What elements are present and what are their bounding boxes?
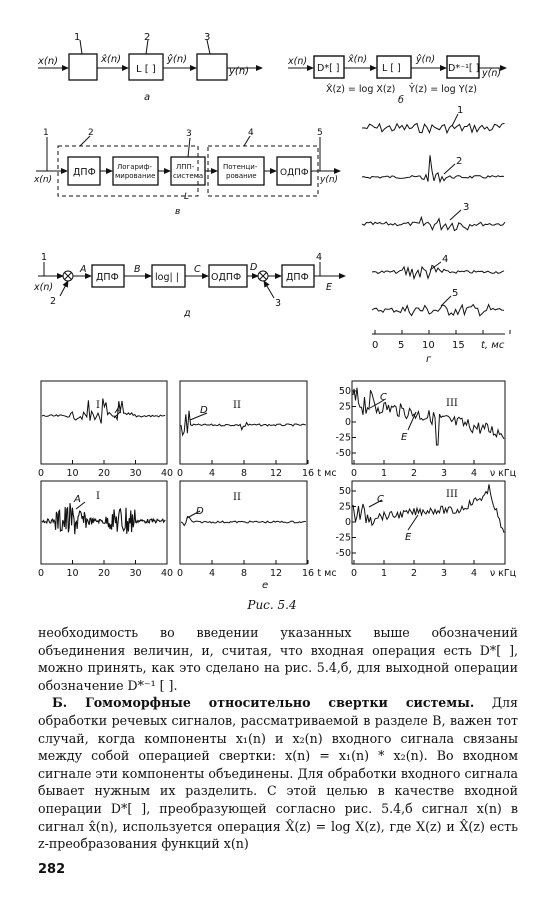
tick-label-time: 0 bbox=[37, 468, 45, 479]
tick-label-time: 40 bbox=[160, 568, 174, 579]
waveform-3 bbox=[362, 217, 505, 230]
label-D-1: D bbox=[200, 405, 208, 416]
g-num1: 1 bbox=[457, 105, 464, 116]
panel-3b bbox=[352, 481, 505, 564]
tick-label-time: 40 bbox=[160, 468, 174, 479]
tick-label-db: 0 bbox=[344, 517, 351, 528]
diagram-g bbox=[362, 105, 510, 365]
diagram-v bbox=[33, 128, 340, 217]
d-num2: 2 bbox=[50, 296, 57, 307]
label-C-2: C bbox=[377, 494, 384, 505]
tick-label-db: 50 bbox=[338, 486, 351, 497]
tick-label-freq: 2 bbox=[410, 568, 418, 579]
g-num2: 2 bbox=[456, 156, 463, 167]
v-block-lpp2: система bbox=[173, 172, 204, 180]
tick-label-db: 25 bbox=[338, 401, 351, 413]
trace-1b bbox=[42, 503, 165, 534]
v-block-log2: мирование bbox=[115, 172, 156, 180]
tick-label-time: 10 bbox=[66, 468, 79, 479]
g-num5: 5 bbox=[452, 288, 459, 299]
diagram-a bbox=[37, 32, 262, 103]
v-block-L: L bbox=[184, 192, 190, 202]
label-C-1: C bbox=[380, 392, 387, 403]
v-block-dpf: ДПФ bbox=[73, 167, 96, 178]
g-sublabel: г bbox=[426, 354, 432, 365]
tick-label-db: 50 bbox=[338, 386, 351, 397]
tick-label-freq: 0 bbox=[350, 568, 358, 579]
tick-label-freq: 4 bbox=[470, 568, 478, 579]
label-A-2: A bbox=[74, 494, 81, 505]
tick-label-time2: 0 bbox=[176, 568, 184, 579]
a-num3: 3 bbox=[204, 32, 211, 43]
tick-label-db: -25 bbox=[335, 532, 351, 544]
block-a1 bbox=[69, 54, 97, 80]
b-sublabel: б bbox=[398, 95, 404, 106]
g-tick15: 15 bbox=[452, 340, 465, 351]
g-unit: t, мс bbox=[481, 340, 505, 351]
a-sublabel: а bbox=[144, 92, 151, 103]
g-tick0: 0 bbox=[372, 340, 379, 351]
v-block-pot2: рование bbox=[226, 172, 257, 180]
tick-label-time2: 0 bbox=[176, 468, 184, 479]
v-num5: 5 bbox=[317, 128, 323, 138]
tick-label-time2: 16 bbox=[301, 568, 315, 579]
g-num3: 3 bbox=[463, 202, 470, 213]
d-pt-D: D bbox=[250, 262, 258, 273]
b-output: y(n) bbox=[482, 68, 502, 79]
waveform-5 bbox=[372, 305, 504, 316]
panel-3a-label: III bbox=[446, 398, 458, 409]
tick-label-time2: 8 bbox=[240, 468, 248, 479]
tick-label-db: 25 bbox=[338, 501, 351, 513]
freq-unit: ν кГц bbox=[489, 468, 517, 479]
a-input: x(n) bbox=[38, 56, 59, 67]
v-block-log1: Логариф- bbox=[117, 163, 153, 171]
tick-label-time2: 12 bbox=[269, 568, 283, 579]
v-block-odpf: ОДПФ bbox=[280, 168, 309, 178]
panel-1a bbox=[41, 381, 167, 464]
tick-label-time: 20 bbox=[97, 568, 111, 579]
d-block4: ДПФ bbox=[286, 272, 309, 283]
tick-label-freq: 3 bbox=[440, 568, 448, 579]
tick-label-time2: 8 bbox=[240, 568, 248, 579]
a-mid1: x̂(n) bbox=[101, 54, 122, 65]
panel-3b-label: III bbox=[446, 489, 458, 500]
tick-label-db: -25 bbox=[335, 432, 351, 444]
tick-label-db: -50 bbox=[335, 448, 351, 459]
tick-label-time: 30 bbox=[129, 468, 142, 479]
g-num4: 4 bbox=[442, 254, 449, 265]
tick-label-time2: 16 bbox=[301, 468, 315, 479]
waveform-2 bbox=[362, 155, 504, 182]
b-din: D*[ ] bbox=[317, 63, 340, 74]
a-output: y(n) bbox=[229, 66, 250, 77]
figure-caption: Рис. 5.4 bbox=[247, 598, 297, 612]
v-output: y(n) bbox=[320, 175, 339, 185]
v-block-pot1: Потенци- bbox=[223, 163, 258, 171]
body-text bbox=[38, 624, 518, 853]
panel-1a-label: I bbox=[96, 400, 100, 411]
b-mid2: ŷ(n) bbox=[416, 54, 436, 65]
d-block3: ОДПФ bbox=[211, 272, 242, 283]
a-op: L [ ] bbox=[136, 64, 156, 75]
label-E-1: E bbox=[401, 432, 408, 443]
b-input: x(n) bbox=[288, 56, 308, 67]
paragraph-2 bbox=[38, 694, 518, 852]
trace-3b bbox=[353, 484, 504, 532]
panel-2a bbox=[180, 381, 307, 464]
tick-label-time2: 4 bbox=[208, 568, 216, 579]
label-A-1: A bbox=[115, 405, 122, 416]
panel-2b-label: II bbox=[233, 492, 241, 503]
tick-label-time: 30 bbox=[129, 568, 142, 579]
diagram-b bbox=[287, 54, 506, 106]
a-num1: 1 bbox=[74, 32, 81, 43]
g-tick10: 10 bbox=[422, 340, 435, 351]
d-num1: 1 bbox=[41, 252, 48, 263]
tick-label-freq: 1 bbox=[380, 468, 388, 479]
d-num3: 3 bbox=[275, 298, 282, 309]
time-unit: t мс bbox=[317, 468, 337, 479]
section-heading: Б. Гомоморфные относительно свертки системы. bbox=[52, 695, 475, 711]
g-tick5: 5 bbox=[398, 340, 405, 351]
a-mid2: ŷ(n) bbox=[167, 54, 188, 65]
d-block2: log| | bbox=[155, 272, 179, 283]
v-sublabel: в bbox=[175, 207, 181, 217]
d-pt-B: B bbox=[134, 264, 141, 275]
d-block1: ДПФ bbox=[96, 272, 119, 283]
tick-label-time2: 12 bbox=[269, 468, 283, 479]
v-num2: 2 bbox=[88, 128, 94, 138]
label-E-2: E bbox=[405, 532, 412, 543]
tick-label-freq: 3 bbox=[440, 468, 448, 479]
plots-e bbox=[38, 381, 517, 591]
tick-label-freq: 1 bbox=[380, 568, 388, 579]
time-unit: t мс bbox=[317, 568, 337, 579]
waveform-4 bbox=[372, 265, 504, 278]
panel-3a bbox=[352, 381, 505, 464]
d-num4: 4 bbox=[316, 252, 323, 263]
v-input: x(n) bbox=[34, 175, 53, 185]
v-num4: 4 bbox=[248, 128, 254, 138]
d-pt-E: E bbox=[326, 282, 333, 293]
d-pt-A: A bbox=[80, 264, 87, 275]
plots-sublabel: е bbox=[262, 580, 269, 591]
diagram-d bbox=[33, 252, 345, 319]
label-D-2: D bbox=[196, 506, 204, 517]
tick-label-freq: 4 bbox=[470, 468, 478, 479]
panel-2a-label: II bbox=[233, 400, 241, 411]
trace-2b bbox=[181, 517, 306, 526]
trace-1a bbox=[42, 399, 165, 424]
v-num3: 3 bbox=[186, 129, 192, 139]
trace-3a bbox=[353, 388, 504, 445]
v-block-lpp1: ЛПП- bbox=[176, 163, 195, 171]
b-mid1: x̂(n) bbox=[348, 54, 368, 65]
waveform-1 bbox=[362, 124, 505, 133]
tick-label-time: 10 bbox=[66, 568, 79, 579]
freq-unit: ν кГц bbox=[489, 568, 517, 579]
d-sublabel: д bbox=[184, 308, 191, 319]
paragraph-1: необходимость во введении указанных выше обозначений объединения величин, и, считая, что входная операция есть D*[ ], можно принять, как это сделано на рис. 5.4,б, для выходной операции обозначение D*⁻¹ [ ]. bbox=[38, 625, 518, 693]
paragraph-2-body: Для обработки речевых сигналов, рассматриваемой в разделе В, важен тот случай, когда компоненты x₁(n) и x₂(n) входного сигнала связаны между собой операцией свертки: x(n) = x₁(n) * x₂(n). Во входном сигнале эти компоненты объединены. Для обработки входного сигнала бывает нужным их разделить. С этой целью в качестве входной операции D*[ ], преобразующей согласно рис. 5.4,б сигнал x(n) в сигнал x̂(n), используется операция X̂(z) = log X(z), где X(z) и X̂(z) есть z-преобразования функций x(n) bbox=[38, 695, 518, 852]
b-eq-x: X̂(z) = log X(z) bbox=[326, 84, 396, 95]
panel-1b-label: I bbox=[96, 491, 100, 502]
tick-label-db: -50 bbox=[335, 548, 351, 559]
b-dout: D*⁻¹[ ] bbox=[448, 63, 480, 74]
a-num2: 2 bbox=[144, 32, 151, 43]
b-eq-y: Ŷ(z) = log Y(z) bbox=[409, 84, 477, 95]
tick-label-time2: 4 bbox=[208, 468, 216, 479]
block-a3 bbox=[197, 54, 227, 80]
d-pt-C: C bbox=[194, 264, 201, 275]
tick-label-freq: 0 bbox=[350, 468, 358, 479]
b-op: L [ ] bbox=[382, 63, 401, 74]
tick-label-freq: 2 bbox=[410, 468, 418, 479]
tick-label-time: 20 bbox=[97, 468, 111, 479]
d-input: x(n) bbox=[34, 282, 54, 293]
tick-label-time: 0 bbox=[37, 568, 45, 579]
tick-label-db: 0 bbox=[344, 417, 351, 428]
page-number: 282 bbox=[38, 862, 66, 877]
v-num1: 1 bbox=[43, 128, 49, 138]
